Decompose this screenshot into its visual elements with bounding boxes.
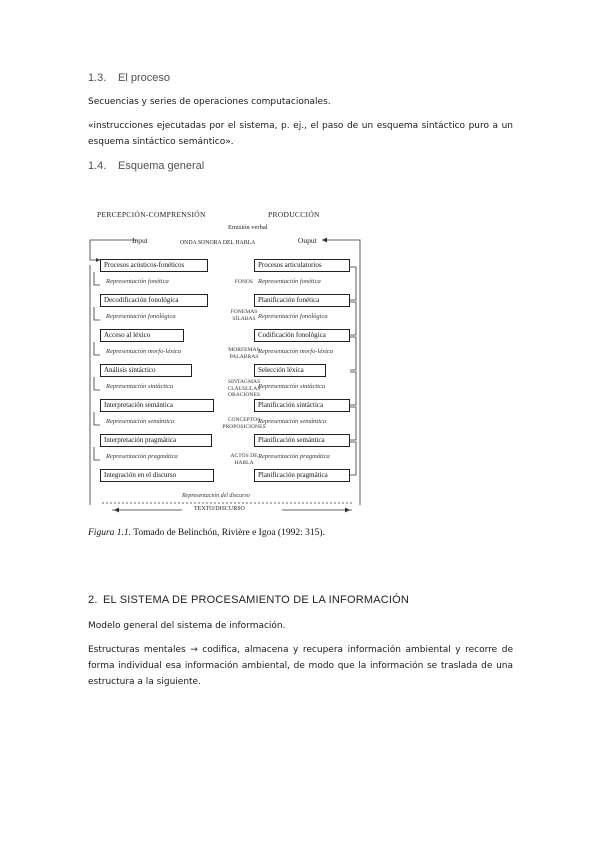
caption-text: Tomado de Belinchón, Rivière e Igoa (1992: 315). xyxy=(131,528,325,538)
section-title: EL SISTEMA DE PROCESAMIENTO DE LA INFORMACIÓN xyxy=(103,594,410,606)
rep-phonological-left: Representación fonológica xyxy=(106,313,176,320)
section-number: 2. xyxy=(88,594,98,606)
rep-syntactic-right: Representación sintáctica xyxy=(258,383,326,390)
connector-line xyxy=(94,307,100,320)
box-pragmatic-planning: Planificación pragmática xyxy=(254,469,350,482)
label-sintagmas: SINTAGMAS CLÁUSULAS ORACIONES xyxy=(227,379,261,398)
input-label: Input xyxy=(132,236,148,245)
box-semantic-planning: Planificación semántica xyxy=(254,434,350,447)
rep-morpholexical-right: Representación morfo-léxica xyxy=(258,348,334,355)
box-discourse-integration: Integración en el discurso xyxy=(100,469,214,482)
section-heading-1-4 xyxy=(88,160,204,172)
label-actos: ACTOS DE HABLA xyxy=(230,453,258,466)
wave-label: ONDA SONORA DEL HABLA xyxy=(180,240,256,246)
output-label: Ouput xyxy=(298,236,317,245)
label-morfemas: MORFEMAS PALABRAS xyxy=(228,347,260,360)
label-conceptos: CONCEPTOS PROPOSICIONES xyxy=(222,417,266,430)
paragraph-instrucciones xyxy=(88,118,513,150)
section-title: Esquema general xyxy=(118,160,205,172)
section-number: 1.3. xyxy=(88,72,107,84)
connector-line xyxy=(350,337,356,370)
rep-phonological-right: Representación fonológica xyxy=(258,313,328,320)
arrow-head xyxy=(114,508,119,513)
header-production: PRODUCCIÓN xyxy=(268,210,320,219)
caption-label: Figura 1.1. xyxy=(88,528,132,538)
process-diagram xyxy=(82,205,382,517)
arrow-head xyxy=(322,238,327,243)
rep-phonetic-right: Representación fonética xyxy=(258,278,321,285)
emission-label: Emisión verbal xyxy=(228,224,268,231)
rep-morpholexical-left: Representación morfo-léxica xyxy=(106,348,182,355)
connector-line xyxy=(94,272,100,285)
paragraph-line: «instrucciones ejecutadas por el sistema, p. ej., el paso de un esquema sintáctico puro a un xyxy=(88,121,513,131)
rep-syntactic-left: Representación sintáctica xyxy=(106,383,174,390)
box-acoustic-phonetic: Procesos acústicos-fonéticos xyxy=(100,259,208,272)
connector-line xyxy=(350,442,356,475)
paragraph-line: Estructuras mentales → codifica, almacena y recupera información ambiental y recorre de xyxy=(88,645,513,655)
box-syntactic-planning: Planificación sintáctica xyxy=(254,399,350,412)
label-fonemas: FONEMAS SÍLABAS xyxy=(230,309,258,322)
arrow-head xyxy=(345,508,350,513)
header-perception: PERCEPCIÓN-COMPRENSIÓN xyxy=(97,210,206,219)
connector-line xyxy=(350,372,356,405)
connector-line xyxy=(350,407,356,440)
paragraph-line: forma individual esa información ambiental, de modo que la información se traslada de una xyxy=(88,661,513,671)
rep-pragmatic-right: Representación pragmática xyxy=(258,453,330,460)
paragraph-line: esquema sintáctico semántico». xyxy=(88,137,234,147)
discourse-representation: Representación del discurso xyxy=(182,493,250,499)
box-lexical-access: Acceso al léxico xyxy=(100,329,184,342)
connector-line xyxy=(322,240,360,505)
rep-pragmatic-left: Representación pragmática xyxy=(106,453,178,460)
box-phonological-decoding: Decodificación fonológica xyxy=(100,294,208,307)
paragraph-estructuras xyxy=(88,642,513,690)
connector-line xyxy=(94,447,100,460)
paragraph-line: estructura a la siguiente. xyxy=(88,677,201,687)
box-articulatory: Procesos articulatorios xyxy=(254,259,350,272)
rep-phonetic-left: Representación fonética xyxy=(106,278,169,285)
box-pragmatic-interpretation: Interpretación pragmática xyxy=(100,434,212,447)
box-phonetic-planning: Planificación fonética xyxy=(254,294,350,307)
connector-line xyxy=(94,412,100,425)
paragraph-modelo: Modelo general del sistema de información. xyxy=(88,621,286,631)
box-lexical-selection: Selección léxica xyxy=(254,364,326,377)
label-fonos: FONOS xyxy=(234,279,254,285)
box-syntactic-analysis: Análisis sintáctico xyxy=(100,364,192,377)
figure-caption xyxy=(88,528,325,538)
section-heading-2 xyxy=(88,594,409,606)
rep-semantic-right: Representación semántica xyxy=(258,418,327,425)
box-phonological-coding: Codificación fonológica xyxy=(254,329,350,342)
section-title: El proceso xyxy=(118,72,170,84)
text-discourse-label: TEXTO/DISCURSO xyxy=(194,506,245,512)
connector-line xyxy=(94,342,100,355)
section-number: 1.4. xyxy=(88,160,107,172)
connector-line xyxy=(90,240,137,260)
paragraph-operaciones: Secuencias y series de operaciones computacionales. xyxy=(88,97,331,107)
connector-line xyxy=(94,377,100,390)
rep-semantic-left: Representación semántica xyxy=(106,418,175,425)
section-heading-1-3 xyxy=(88,72,170,84)
box-semantic-interpretation: Interpretación semántica xyxy=(100,399,214,412)
connector-line xyxy=(350,267,356,300)
connector-line xyxy=(350,302,356,335)
